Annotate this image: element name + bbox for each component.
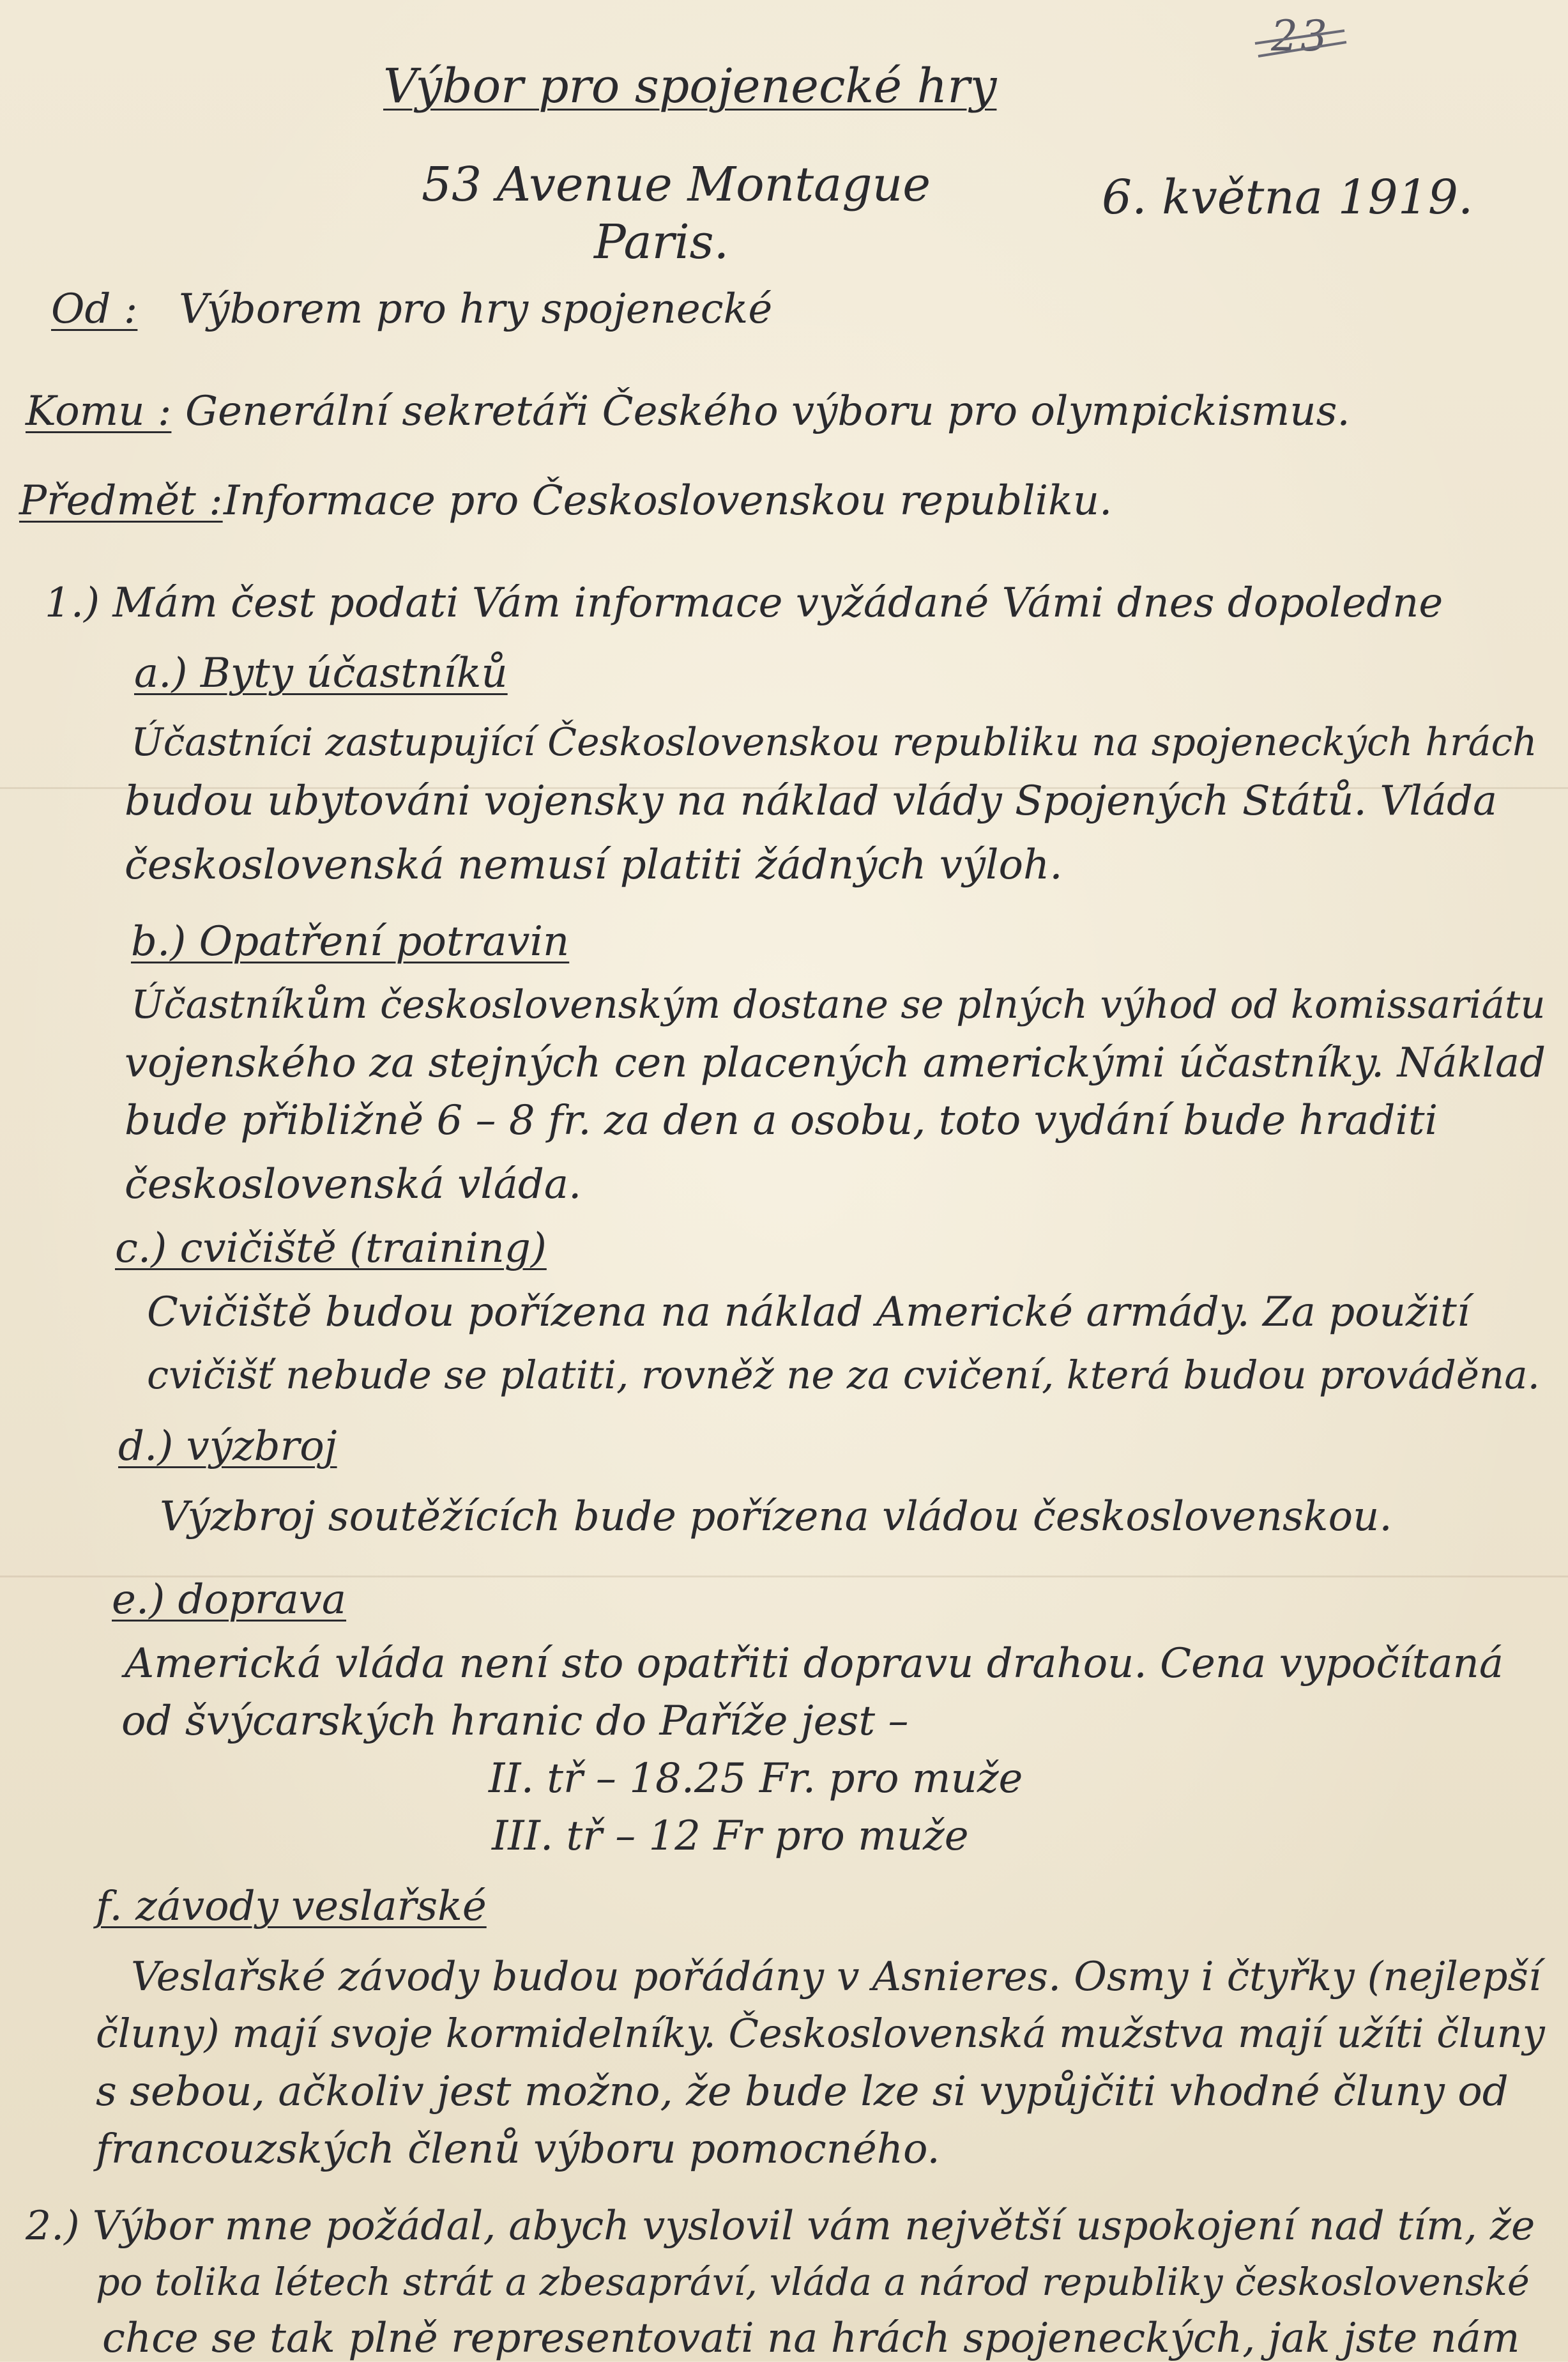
section-2-line: po tolika létech strát a zbesapráví, vláda a národ republiky československé bbox=[96, 2260, 1530, 2304]
letterhead-title: Výbor pro spojenecké hry bbox=[383, 59, 997, 114]
item-f-line: čluny) mají svoje kormidelníky. Československá mužstva mají užíti čluny bbox=[96, 2010, 1545, 2057]
item-a-line: Účastníci zastupující Československou republiku na spojeneckých hrách bbox=[131, 720, 1537, 765]
item-a-heading: a.) Byty účastníků bbox=[134, 650, 508, 697]
section-2-line: chce se tak plně representovati na hrách spojeneckých, jak jste nám bbox=[102, 2315, 1520, 2362]
item-c-heading: c.) cvičiště (training) bbox=[115, 1225, 547, 1272]
section-1-intro: 1.) Mám čest podati Vám informace vyžádané Vámi dnes dopoledne bbox=[45, 579, 1443, 627]
subject-label: Předmět : bbox=[19, 477, 223, 525]
item-c-line: Cvičiště budou pořízena na náklad Americké armády. Za použití bbox=[147, 1289, 1470, 1336]
item-f-line: francouzských členů výboru pomocného. bbox=[96, 2126, 940, 2173]
item-e-heading: e.) doprava bbox=[112, 1576, 347, 1623]
item-b-heading: b.) Opatření potravin bbox=[131, 918, 570, 965]
fare-third-class: III. tř – 12 Fr pro muže bbox=[492, 1813, 969, 1860]
pencil-page-number: 23 bbox=[1271, 12, 1330, 61]
pencil-strike-icon bbox=[1252, 24, 1348, 63]
to-label: Komu : bbox=[26, 388, 172, 435]
item-e-line: Americká vláda není sto opatřiti dopravu drahou. Cena vypočítaná bbox=[125, 1640, 1503, 1687]
item-d-line: Výzbroj soutěžících bude pořízena vládou československou. bbox=[160, 1493, 1392, 1540]
letter-date: 6. května 1919. bbox=[1102, 170, 1473, 225]
item-f-heading: f. závody veslařské bbox=[96, 1883, 487, 1930]
item-b-line: československá vláda. bbox=[125, 1161, 582, 1208]
item-b-line: Účastníkům československým dostane se plných výhod od komissariátu bbox=[131, 982, 1546, 1027]
subject-value: Informace pro Československou republiku. bbox=[224, 477, 1113, 525]
item-d-heading: d.) výzbroj bbox=[118, 1423, 337, 1470]
item-f-line: Veslařské závody budou pořádány v Asnieres. Osmy i čtyřky (nejlepší bbox=[131, 1953, 1542, 2000]
letterhead-address: 53 Avenue Montague bbox=[422, 157, 931, 212]
item-b-line: vojenského za stejných cen placených americkými účastníky. Náklad bbox=[125, 1039, 1546, 1087]
to-value: Generální sekretáři Českého výboru pro olympickismus. bbox=[185, 388, 1350, 435]
from-label: Od : bbox=[51, 286, 138, 333]
fare-second-class: II. tř – 18.25 Fr. pro muže bbox=[489, 1755, 1023, 1802]
item-a-line: budou ubytováni vojensky na náklad vlády Spojených Států. Vláda bbox=[125, 778, 1498, 825]
item-c-line: cvičišť nebude se platiti, rovněž ne za cvičení, která budou prováděna. bbox=[147, 1353, 1540, 1398]
section-2-line: 2.) Výbor mne požádal, abych vyslovil vám největší uspokojení nad tím, že bbox=[26, 2202, 1535, 2249]
item-f-line: s sebou, ačkoliv jest možno, že bude lze si vypůjčiti vhodné čluny od bbox=[96, 2068, 1509, 2115]
item-e-line: od švýcarských hranic do Paříže jest – bbox=[121, 1698, 909, 1745]
letterhead-city: Paris. bbox=[594, 215, 729, 270]
item-b-line: bude přibližně 6 – 8 fr. za den a osobu, toto vydání bude hraditi bbox=[125, 1097, 1438, 1144]
from-value: Výborem pro hry spojenecké bbox=[179, 286, 773, 333]
item-a-line: československá nemusí platiti žádných výloh. bbox=[125, 841, 1063, 889]
